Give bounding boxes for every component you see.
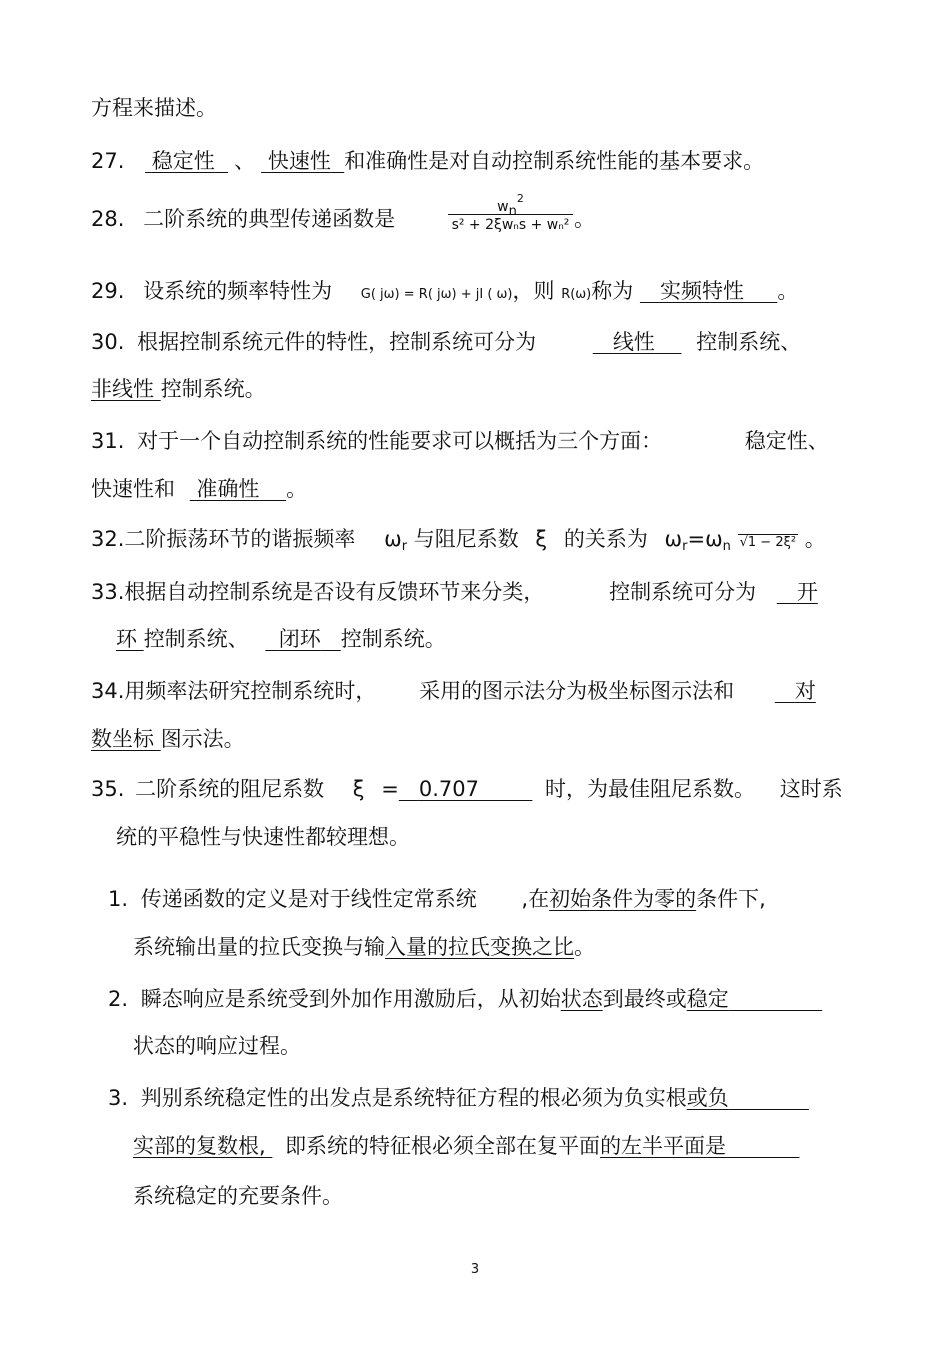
- text-line: [91, 93, 217, 123]
- answer-blank: 快速性: [267, 149, 331, 173]
- question-text: ，则: [512, 279, 555, 303]
- answer-blank: 实频特性: [659, 279, 744, 303]
- xi-symbol: ξ: [352, 777, 365, 801]
- item-text: 即系统的特征根必须全部在复平面: [285, 1134, 601, 1158]
- item-text: 状态的响应过程。: [133, 1034, 301, 1058]
- item-number: 2.: [108, 987, 129, 1011]
- period: 。: [574, 935, 595, 959]
- item-3: [108, 1083, 809, 1113]
- item-2: [108, 984, 822, 1014]
- question-27: [91, 146, 764, 176]
- question-32: [91, 524, 826, 562]
- question-30: [91, 327, 801, 357]
- question-29: [91, 276, 798, 310]
- question-33: [91, 577, 818, 607]
- underlined-answer: 或负: [686, 1086, 729, 1110]
- item-text: 条件下,: [696, 887, 766, 911]
- question-number: 34.: [91, 679, 125, 703]
- numerator: $wn^2$: [497, 192, 524, 219]
- answer-blank: 数坐标: [91, 727, 154, 751]
- item-text: 系统稳定的充要条件。: [133, 1184, 343, 1208]
- question-34-cont: [91, 724, 245, 754]
- answer-blank: 环: [116, 627, 137, 651]
- question-text: 统的平稳性与快速性都较理想。: [116, 825, 410, 849]
- question-text: 的关系为: [563, 527, 648, 551]
- question-number: 35.: [91, 777, 125, 801]
- denominator: s² + 2ξwₙs + wₙ²: [451, 217, 570, 233]
- answer-blank: 准确性: [196, 477, 260, 501]
- item-text: 到最终或: [602, 987, 687, 1011]
- item-text: 瞬态响应是系统受到外加作用激励后，从初始: [140, 987, 561, 1011]
- question-number: 33.: [91, 580, 125, 604]
- period: 。: [804, 527, 826, 551]
- item-text: 传递函数的定义是对于线性定常系统: [140, 887, 477, 911]
- question-text: 二阶系统的典型传递函数是: [143, 207, 396, 231]
- item-1: [108, 884, 766, 914]
- omega-symbol: ω: [384, 527, 402, 551]
- question-31: [91, 426, 829, 456]
- question-28: [91, 204, 395, 234]
- question-text: 控制系统。: [160, 377, 266, 401]
- item-1-cont: [133, 932, 595, 962]
- underlined-answer: 稳定: [686, 987, 729, 1011]
- question-number: 29.: [91, 279, 125, 303]
- question-34: [91, 676, 816, 706]
- xi-symbol: ξ: [535, 527, 548, 551]
- question-number: 27.: [91, 149, 125, 173]
- underlined-answer: 状态: [560, 987, 603, 1011]
- question-text: 用频率法研究控制系统时，: [124, 679, 377, 703]
- answer-blank: 0.707: [418, 777, 479, 801]
- item-2-cont: [133, 1031, 301, 1061]
- period: 。: [574, 207, 595, 231]
- question-text: 设系统的频率特性为: [143, 279, 333, 303]
- item-text: ,在: [521, 887, 550, 911]
- question-text: 根据控制系统元件的特性，控制系统可分为: [137, 330, 537, 354]
- answer-blank: 闭环: [278, 627, 321, 651]
- underlined-answer: 实部的复数根,: [133, 1134, 266, 1158]
- separator: 、: [234, 149, 256, 173]
- period: 。: [777, 279, 799, 303]
- subscript: r: [682, 539, 688, 554]
- transfer-function-formula: [448, 192, 573, 233]
- answer-text: 稳定性、: [744, 429, 829, 453]
- subscript: n: [722, 539, 731, 554]
- omega-symbol: ω: [664, 527, 683, 551]
- question-text: 和准确性是对自动控制系统性能的基本要求。: [344, 149, 765, 173]
- question-number: 28.: [91, 207, 125, 231]
- question-text: 控制系统可分为: [609, 580, 757, 604]
- item-number: 3.: [108, 1086, 129, 1110]
- equation-text: =ω: [687, 527, 723, 551]
- question-text: 时，为最佳阻尼系数。: [545, 777, 756, 801]
- item-text: 系统输出量的拉氏变换与输: [133, 935, 385, 959]
- answer-blank: 开: [796, 580, 818, 604]
- underlined-answer: 初始条件为零的: [549, 887, 697, 911]
- answer-blank: 稳定性: [151, 149, 215, 173]
- subscript: r: [401, 539, 408, 554]
- question-number: 31.: [91, 429, 125, 453]
- question-35-cont: [116, 822, 410, 852]
- question-text: 对于一个自动控制系统的性能要求可以概括为三个方面：: [137, 429, 663, 453]
- sqrt-expression: √1 − 2ξ²: [739, 535, 797, 550]
- real-part-symbol: R(ω): [561, 287, 592, 302]
- question-31-cont: [91, 474, 307, 504]
- equals-sign: =: [381, 777, 399, 801]
- item-3-cont2: [133, 1181, 343, 1211]
- item-text: 判别系统稳定性的出发点是系统特征方程的根必须为负实根: [140, 1086, 687, 1110]
- question-35: [91, 774, 843, 804]
- continuation-text: 方程来描述。: [91, 96, 217, 120]
- question-text: 控制系统。: [340, 627, 446, 651]
- answer-blank: 非线性: [91, 377, 154, 401]
- question-text: 控制系统、: [696, 330, 802, 354]
- question-text: 这时系: [779, 777, 843, 801]
- question-text: 二阶振荡环节的谐振频率: [124, 527, 356, 551]
- question-text: 称为: [591, 279, 634, 303]
- question-33-cont: [116, 624, 446, 654]
- page-number: 3: [470, 1262, 480, 1277]
- question-30-cont: [91, 374, 266, 404]
- question-text: 根据自动控制系统是否设有反馈环节来分类，: [124, 580, 545, 604]
- question-text: 控制系统、: [143, 627, 249, 651]
- underlined-answer: 入量的拉氏变换之比: [385, 935, 574, 959]
- question-text: 采用的图示法分为极坐标图示法和: [419, 679, 735, 703]
- underlined-answer: 的左半平面是: [600, 1134, 727, 1158]
- question-number: 32.: [91, 527, 125, 551]
- answer-blank: 线性: [612, 330, 655, 354]
- question-text: 快速性和: [91, 477, 175, 501]
- answer-blank: 对: [794, 679, 816, 703]
- item-3-cont: [133, 1131, 800, 1161]
- period: 。: [286, 477, 308, 501]
- question-text: 二阶系统的阻尼系数: [135, 777, 325, 801]
- item-number: 1.: [108, 887, 129, 911]
- question-text: 图示法。: [160, 727, 245, 751]
- question-text: 与阻尼系数: [413, 527, 519, 551]
- question-number: 30.: [91, 330, 125, 354]
- frequency-formula: G( jω) = R( jω) + jI ( ω): [360, 287, 513, 302]
